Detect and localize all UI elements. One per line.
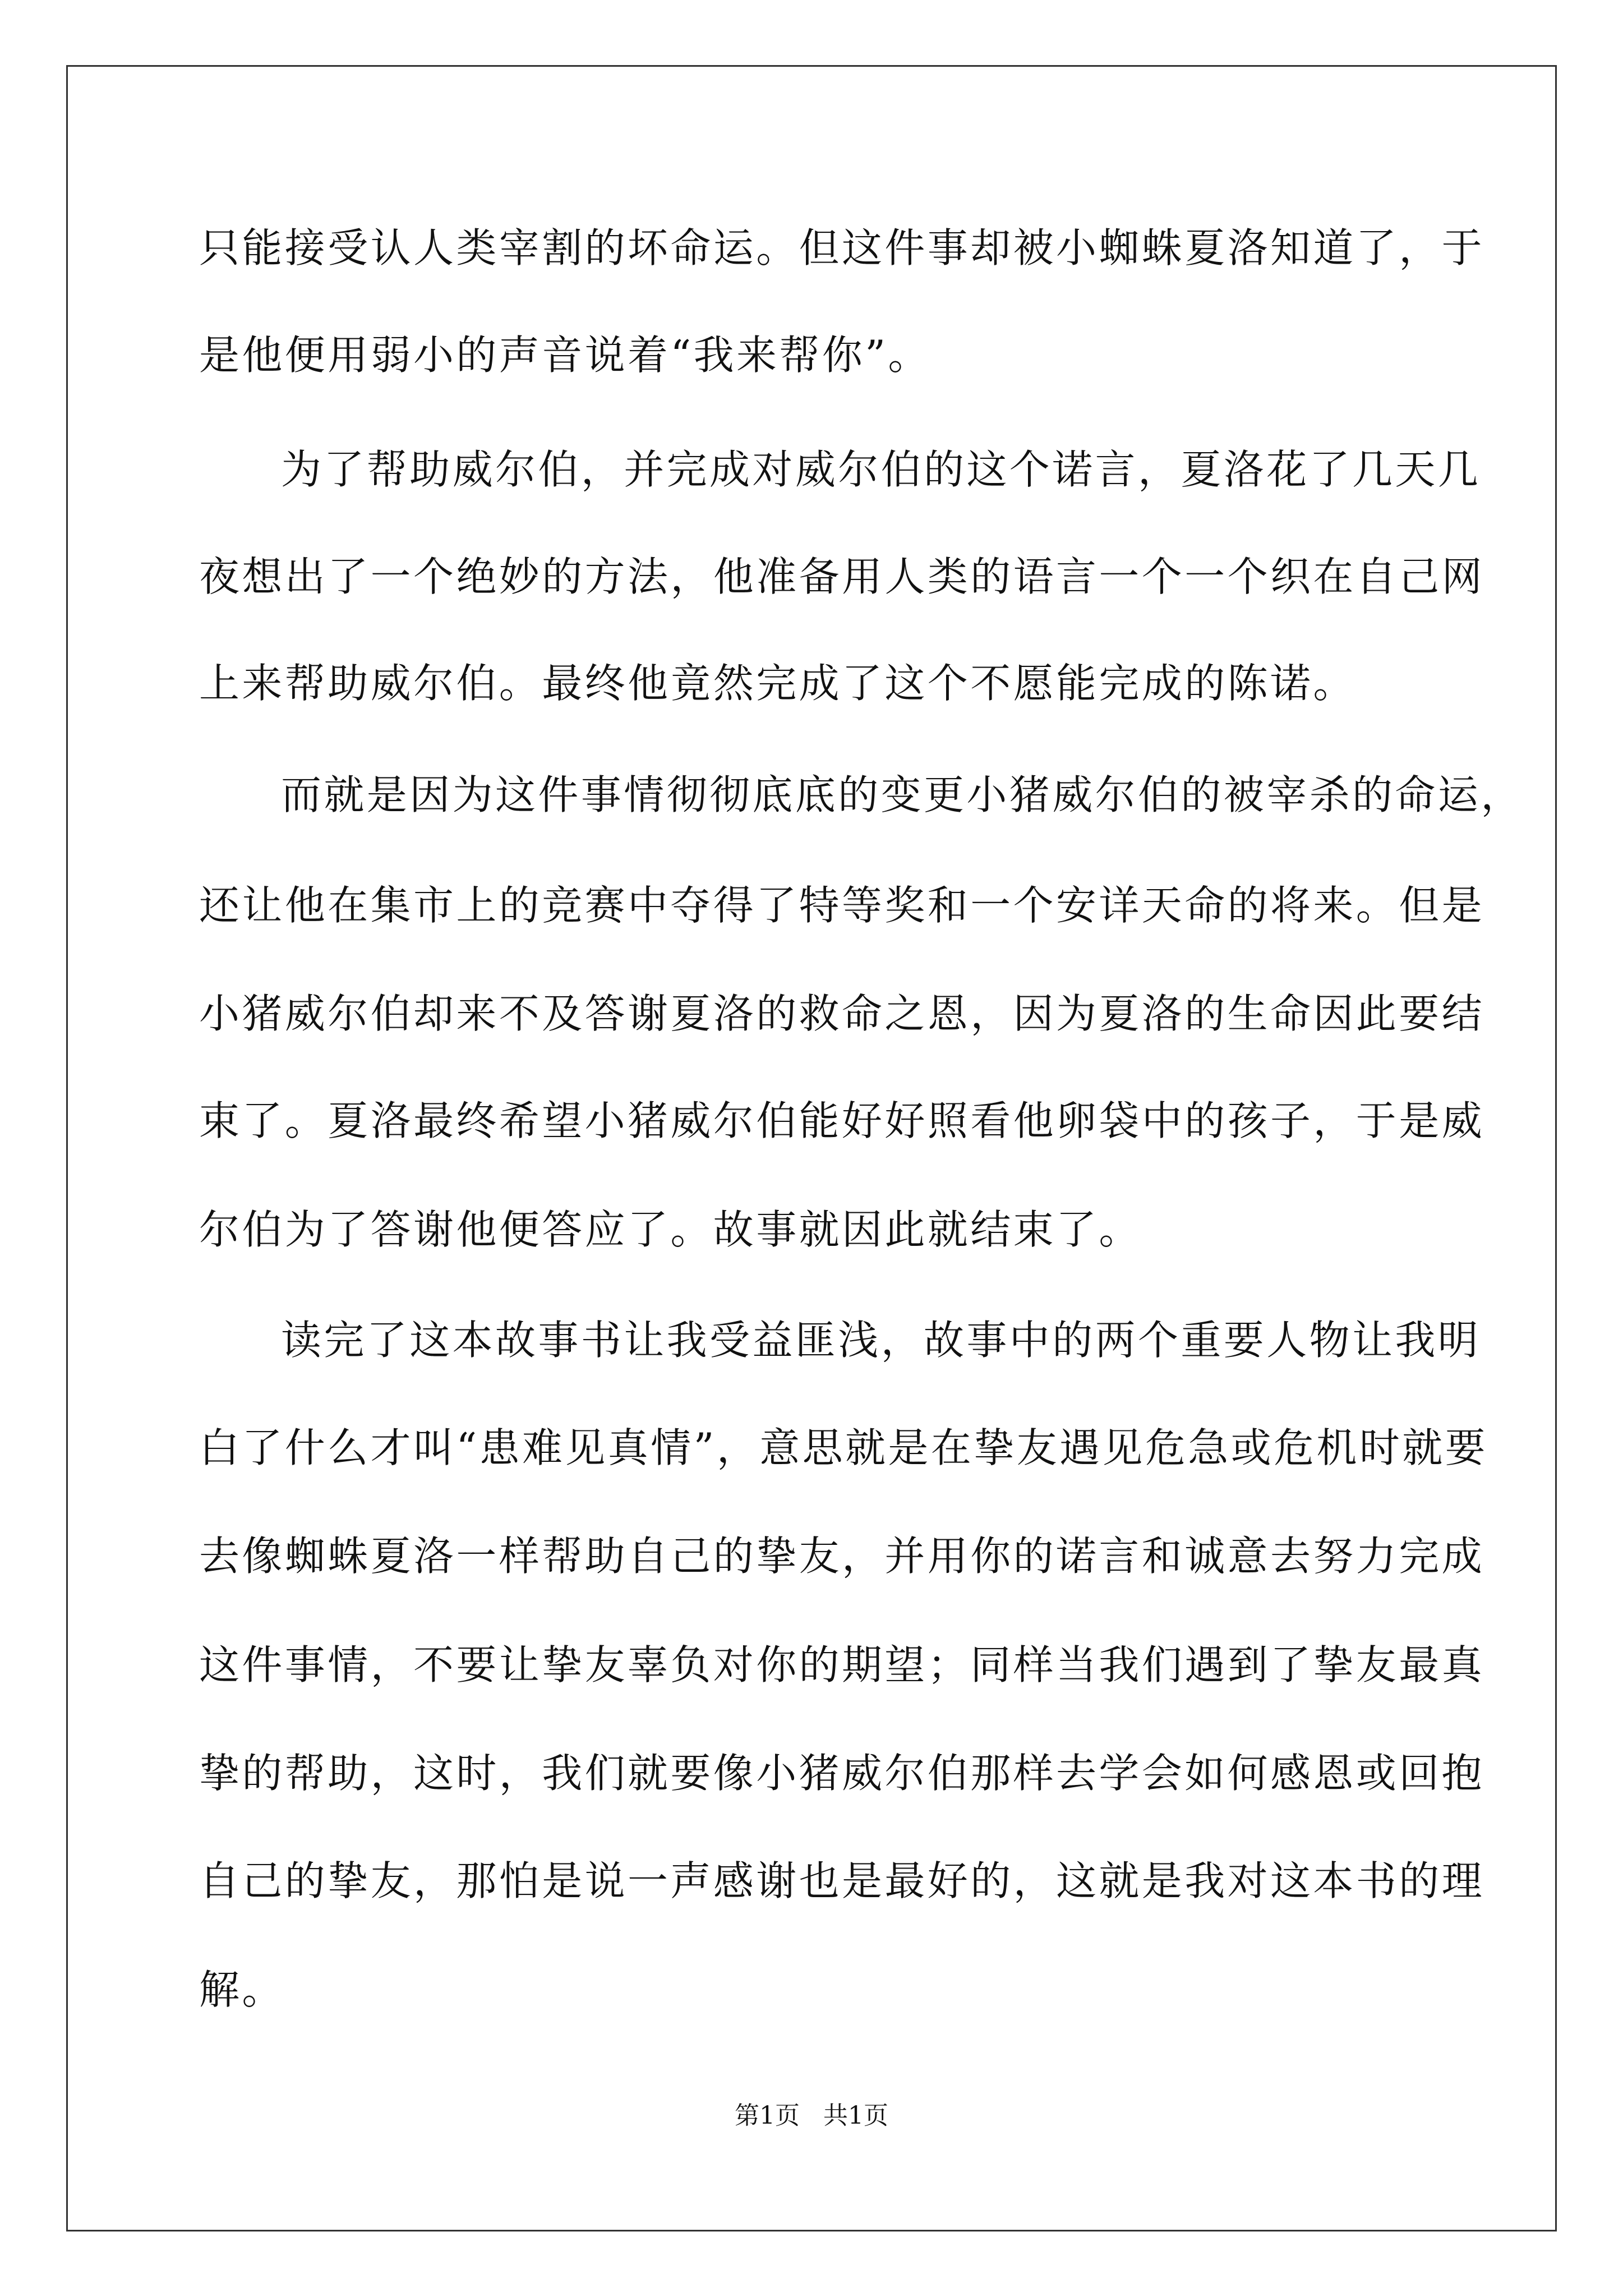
- text-line: 是他便用弱小的声音说着“我来帮你”。: [199, 332, 931, 379]
- page-number-footer: 第1页 共1页: [735, 2101, 888, 2130]
- text-line: 还让他在集市上的竞赛中夺得了特等奖和一个安详天命的将来。但是: [199, 882, 1485, 929]
- text-line: 而就是因为这件事情彻彻底底的变更小猪威尔伯的被宰杀的命运，: [281, 771, 1524, 818]
- text-line: 上来帮助威尔伯。最终他竟然完成了这个不愿能完成的陈诺。: [199, 660, 1356, 707]
- text-line: 读完了这本故事书让我受益匪浅，故事中的两个重要人物让我明: [281, 1317, 1481, 1364]
- text-line: 解。: [199, 1966, 285, 2013]
- text-line: 去像蜘蛛夏洛一样帮助自己的挚友，并用你的诺言和诚意去努力完成: [199, 1533, 1485, 1580]
- text-line: 这件事情，不要让挚友辜负对你的期望；同样当我们遇到了挚友最真: [199, 1641, 1485, 1688]
- text-line: 夜想出了一个绝妙的方法，他准备用人类的语言一个一个织在自己网: [199, 553, 1485, 600]
- text-line: 束了。夏洛最终希望小猪威尔伯能好好照看他卵袋中的孩子，于是威: [199, 1097, 1485, 1144]
- text-line: 尔伯为了答谢他便答应了。故事就因此就结束了。: [199, 1206, 1142, 1253]
- text-line: 挚的帮助，这时，我们就要像小猪威尔伯那样去学会如何感恩或回抱: [199, 1750, 1485, 1797]
- text-line: 为了帮助威尔伯，并完成对威尔伯的这个诺言，夏洛花了几天几: [281, 446, 1481, 493]
- page-border: [66, 65, 1557, 2231]
- text-line: 白了什么才叫“患难见真情”，意思就是在挚友遇见危急或危机时就要: [199, 1424, 1488, 1471]
- text-line: 只能接受认人类宰割的坏命运。但这件事却被小蜘蛛夏洛知道了，于: [199, 224, 1485, 272]
- text-line: 小猪威尔伯却来不及答谢夏洛的救命之恩，因为夏洛的生命因此要结: [199, 990, 1485, 1037]
- text-line: 自己的挚友，那怕是说一声感谢也是最好的，这就是我对这本书的理: [199, 1857, 1485, 1904]
